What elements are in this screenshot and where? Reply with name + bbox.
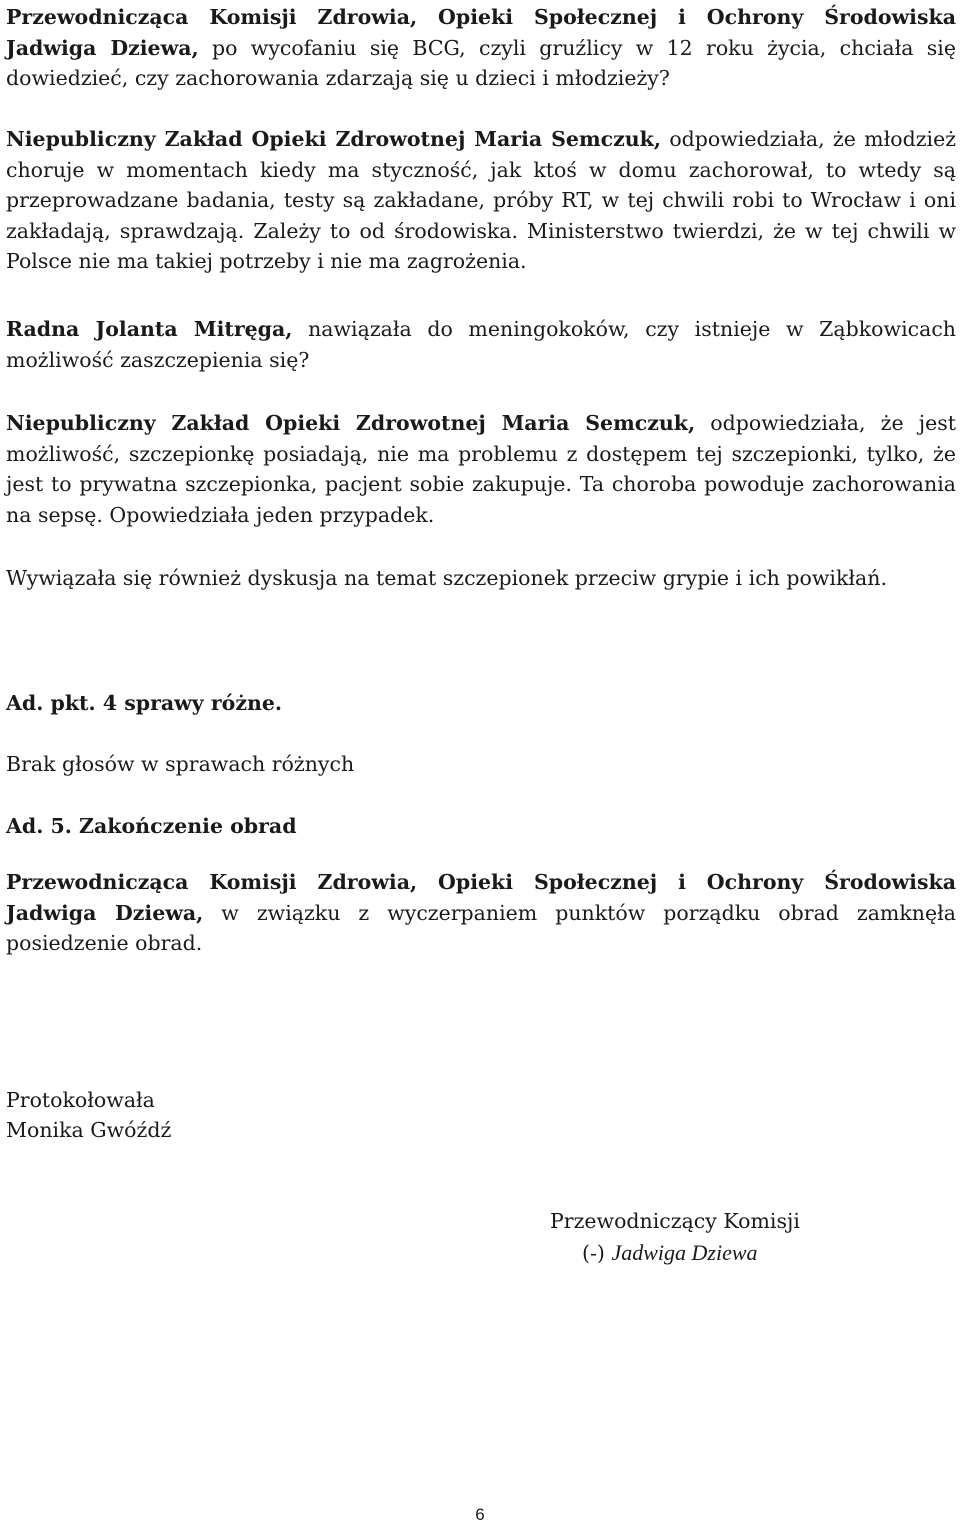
minutes-label: Protokołowała [6,1088,155,1112]
speaker-name: Przewodnicząca Komisji Zdrowia, Opieki Społecznej i Ochrony Środowiska Jadwiga Dziewa, [6,870,956,925]
paragraph-text: odpowiedziała, że jest możliwość, szczepionkę posiadają, nie ma problemu z dostępem tej szczepionki, tylko, że jest to prywatna szczepionka, pacjent sobie zakupuje. Ta choroba powoduje zachorowania na sepsę. Opowiedziała jeden przypadek. [6,411,956,527]
paragraph-closing [6,867,956,959]
speaker-name: Niepubliczny Zakład Opieki Zdrowotnej Maria Semczuk, [6,411,696,435]
minutes-author: Monika Gwóźdź [6,1118,172,1142]
section-4-text: Brak głosów w sprawach różnych [6,752,355,776]
signature-title: Przewodniczący Komisji [550,1209,800,1233]
section-5-heading: Ad. 5. Zakończenie obrad [6,814,297,838]
paragraph-semczuk-answer-2 [6,408,956,530]
paragraph-text: odpowiedziała, że młodzież choruje w momentach kiedy ma styczność, jak ktoś w domu zachorował, to wtedy są przeprowadzane badania, testy są zakładane, próby RT, w tej chwili robi to Wrocław i oni zakładają, sprawdzają. Zależy to od środowiska. Ministerstwo twierdzi, że w tej chwili w Polsce nie ma takiej potrzeby i nie ma zagrożenia. [6,127,956,273]
speaker-name: Niepubliczny Zakład Opieki Zdrowotnej Maria Semczuk, [6,127,662,151]
paragraph-text: Wywiązała się również dyskusja na temat szczepionek przeciw grypie i ich powikłań. [6,566,887,590]
paragraph-text: w związku z wyczerpaniem punktów porządku obrad zamknęła posiedzenie obrad. [6,900,957,955]
speaker-name: Przewodnicząca Komisji Zdrowia, Opieki Społecznej i Ochrony Środowiska Jadwiga Dziewa, [6,5,956,60]
section-4-heading: Ad. pkt. 4 sprawy różne. [6,691,283,715]
paragraph-flu-discussion [6,563,956,594]
paragraph-text: nawiązała do meningokoków, czy istnieje w Ząbkowicach możliwość zaszczepienia się? [6,317,957,372]
speaker-name: Radna Jolanta Mitręga, [6,317,293,341]
page-number: 6 [475,1505,485,1524]
signature-block [550,1206,800,1269]
paragraph-chair-question [6,2,956,94]
paragraph-mitrega-question [6,314,956,375]
paragraph-text: po wycofaniu się BCG, czyli gruźlicy w 12 roku życia, chciała się dowiedzieć, czy zachorowania zdarzają się u dzieci i młodzieży? [6,35,956,90]
signature-prefix: (-) [582,1241,612,1265]
paragraph-semczuk-answer-1 [6,124,956,277]
signature-name: Jadwiga Dziewa [611,1240,758,1265]
signature-line [550,1237,800,1269]
